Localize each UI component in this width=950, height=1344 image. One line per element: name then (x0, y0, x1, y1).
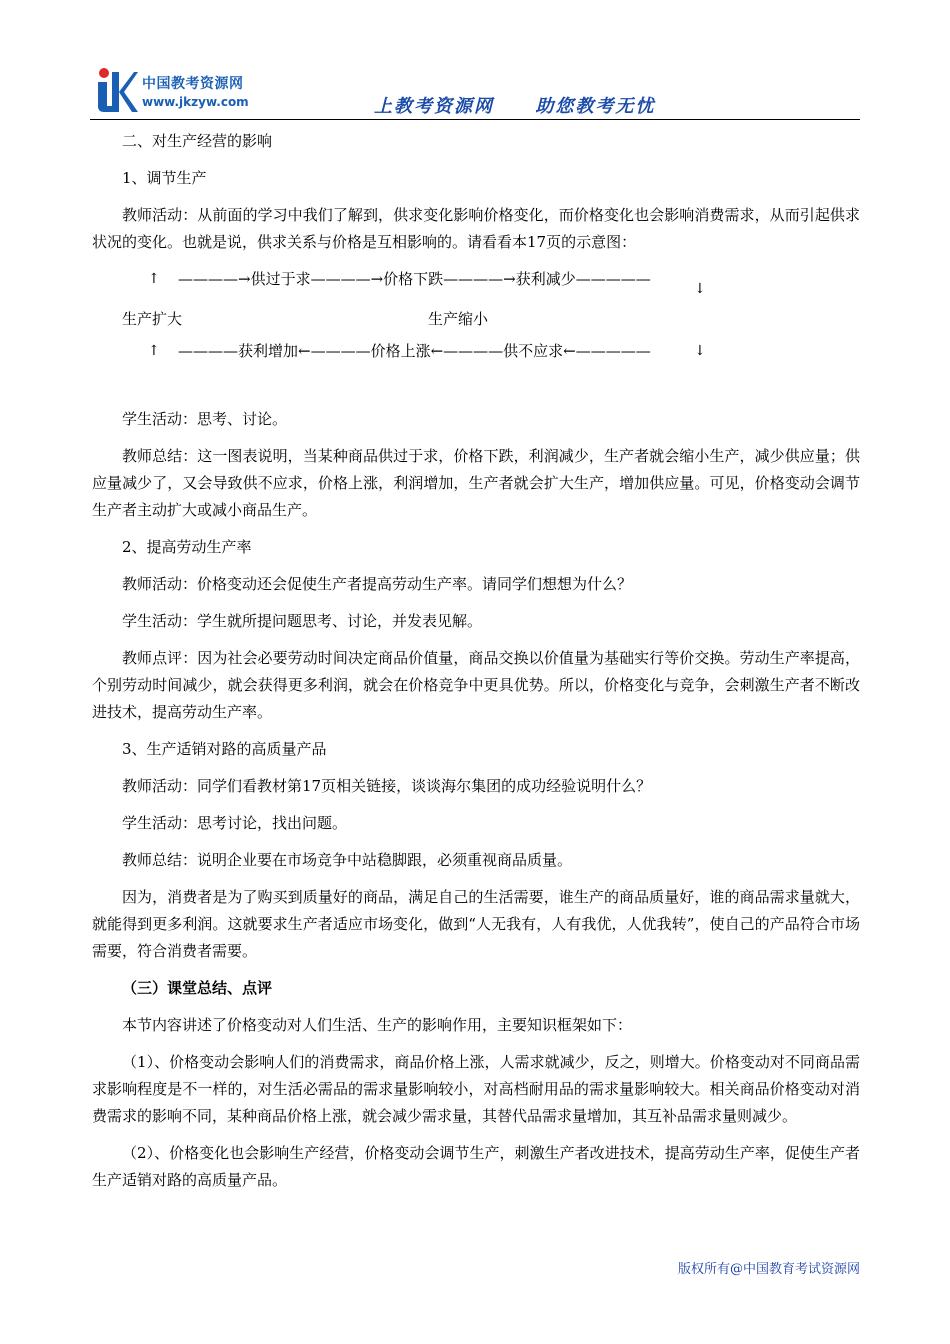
down-arrow-icon: ↓ (694, 343, 706, 359)
jk-logo-icon (94, 66, 138, 114)
diagram-row-bottom: ————获利增加←————价格上涨←————供不应求←————— (178, 342, 651, 360)
diagram-label-expand: 生产扩大 (122, 310, 183, 328)
paragraph: 学生活动：思考、讨论。 (122, 410, 288, 428)
logo-site-name: 中国教考资源网 (142, 76, 244, 92)
logo-site-url: www.jkzyw.com (142, 95, 249, 109)
paragraph: 教师活动：从前面的学习中我们了解到，供求变化影响价格变化，而价格变化也会影响消费需求，从而引起供求状况的变化。也就是说，供求关系与价格是互相影响的。请看看本17页的示意图： (92, 206, 860, 251)
paragraph: 教师点评：因为社会必要劳动时间决定商品价值量，商品交换以价值量为基础实行等价交换。劳动生产率提高，个别劳动时间减少，就会获得更多利润，就会在价格竞争中更具优势。所以，价格变化与竞争，会刺激生产者不断改进技术，提高劳动生产率。 (92, 649, 860, 721)
paragraph: 教师活动：价格变动还会促使生产者提高劳动生产率。请同学们想想为什么？ (122, 575, 633, 593)
diagram-label-shrink: 生产缩小 (428, 310, 489, 328)
page-header (90, 62, 860, 120)
header-divider (90, 119, 860, 120)
footer-copyright: 版权所有@中国教育考试资源网 (677, 1262, 860, 1277)
document-body (92, 128, 860, 1204)
up-arrow-icon: ↑ (148, 271, 160, 287)
subsection-heading: 2、提高劳动生产率 (122, 538, 252, 556)
header-slogan: 上教考资源网 助您教考无忧 (374, 96, 656, 117)
paragraph: （2）、价格变化也会影响生产经营，价格变动会调节生产，刺激生产者改进技术，提高劳动生产率，促使生产者生产适销对路的高质量产品。 (92, 1144, 860, 1189)
paragraph: 本节内容讲述了价格变动对人们生活、生产的影响作用，主要知识框架如下： (122, 1016, 633, 1034)
up-arrow-icon: ↑ (148, 343, 160, 359)
down-arrow-icon: ↓ (694, 281, 706, 297)
paragraph: 教师总结：这一图表说明，当某种商品供过于求，价格下跌，利润减少，生产者就会缩小生产，减少供应量；供应量减少了，又会导致供不应求，价格上涨，利润增加，生产者就会扩大生产，增加供应量。可见，价格变动会调节生产者主动扩大或减小商品生产。 (92, 447, 860, 519)
section-heading: 二、对生产经营的影响 (122, 132, 273, 150)
logo-text (142, 76, 249, 110)
subsection-heading: 3、生产适销对路的高质量产品 (122, 740, 327, 758)
paragraph: 教师总结：说明企业要在市场竞争中站稳脚跟，必须重视商品质量。 (122, 851, 573, 869)
section-heading: （三）课堂总结、点评 (122, 979, 273, 997)
paragraph: 学生活动：学生就所提问题思考、讨论，并发表见解。 (122, 612, 483, 630)
subsection-heading: 1、调节生产 (122, 169, 207, 187)
paragraph: （1）、价格变动会影响人们的消费需求，商品价格上涨，人需求就减少，反之，则增大。价格变动对不同商品需求影响程度是不一样的，对生活必需品的需求量影响较小，对高档耐用品的需求量影响较大。相关商品价格变动对消费需求的影响不同，某种商品价格上涨，就会减少需求量，其替代品需求量增加，其互补品需求量则减少。 (92, 1053, 860, 1125)
paragraph: 学生活动：思考讨论，找出问题。 (122, 814, 348, 832)
paragraph: 因为，消费者是为了购买到质量好的商品，满足自己的生活需要，谁生产的商品质量好，谁的商品需求量就大，就能得到更多利润。这就要求生产者适应市场变化，做到“人无我有，人有我优，人优我转”，使自己的产品符合市场需要，符合消费者需要。 (92, 888, 860, 960)
supply-price-diagram (92, 266, 860, 394)
diagram-row-top: ————→供过于求————→价格下跌————→获利减少————— (178, 270, 651, 288)
paragraph: 教师活动：同学们看教材第17页相关链接，谈谈海尔集团的成功经验说明什么？ (122, 777, 652, 795)
